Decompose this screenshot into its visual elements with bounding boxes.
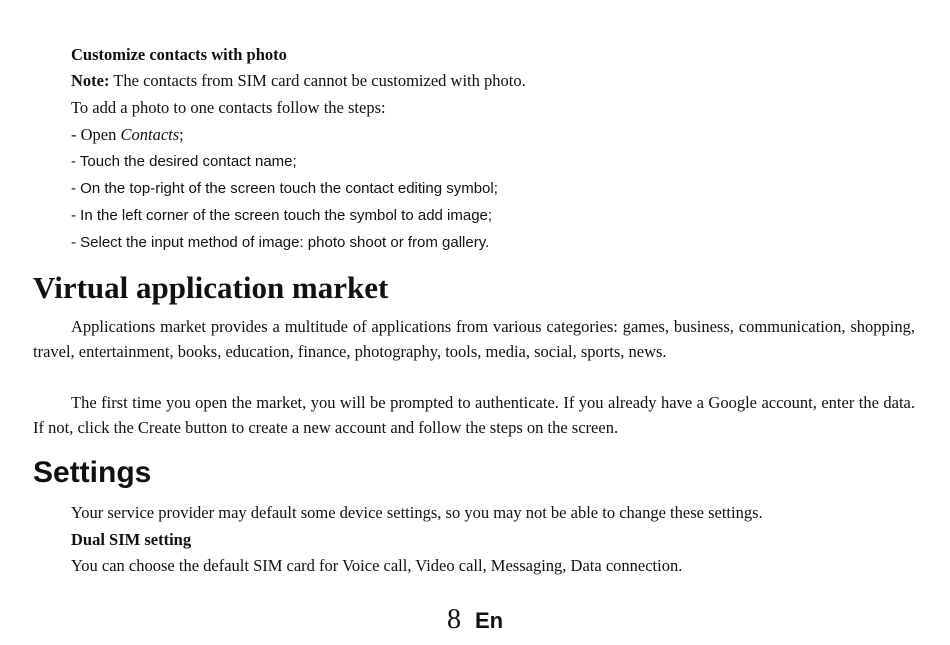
page-footer bbox=[0, 604, 950, 636]
market-heading: Virtual application market bbox=[33, 270, 389, 305]
steps-intro: To add a photo to one contacts follow the steps: bbox=[71, 98, 386, 117]
customize-title: Customize contacts with photo bbox=[71, 45, 287, 64]
dual-sim-text: You can choose the default SIM card for Voice call, Video call, Messaging, Data connection. bbox=[71, 556, 683, 575]
market-paragraph-2: The first time you open the market, you will be prompted to authenticate. If you already have a Google account, enter the data. If not, click the Create button to create a new account and follow the steps on the screen. bbox=[33, 393, 915, 437]
step-3: - On the top-right of the screen touch the contact editing symbol; bbox=[71, 180, 498, 197]
step-1-suffix: ; bbox=[179, 125, 184, 144]
language-code: En bbox=[474, 608, 504, 633]
market-paragraph-1: Applications market provides a multitude of applications from various categories: games, business, communication, shopping, travel, entertainment, books, education, finance, photography, tools, media, social, sports, news. bbox=[33, 317, 915, 361]
page-number: 8 bbox=[446, 604, 461, 635]
note-text: The contacts from SIM card cannot be customized with photo. bbox=[109, 71, 526, 90]
settings-intro: Your service provider may default some device settings, so you may not be able to change these settings. bbox=[71, 503, 763, 522]
step-4: - In the left corner of the screen touch the symbol to add image; bbox=[71, 207, 493, 224]
settings-heading: Settings bbox=[33, 456, 152, 489]
note-line bbox=[71, 71, 526, 91]
dual-sim-heading: Dual SIM setting bbox=[71, 530, 192, 549]
step-1-contacts: Contacts bbox=[120, 125, 180, 144]
step-2: - Touch the desired contact name; bbox=[71, 153, 297, 170]
step-1 bbox=[71, 125, 184, 145]
step-5: - Select the input method of image: photo shoot or from gallery. bbox=[71, 234, 490, 251]
note-label: Note: bbox=[71, 71, 110, 90]
step-1-prefix: - Open bbox=[71, 125, 121, 144]
